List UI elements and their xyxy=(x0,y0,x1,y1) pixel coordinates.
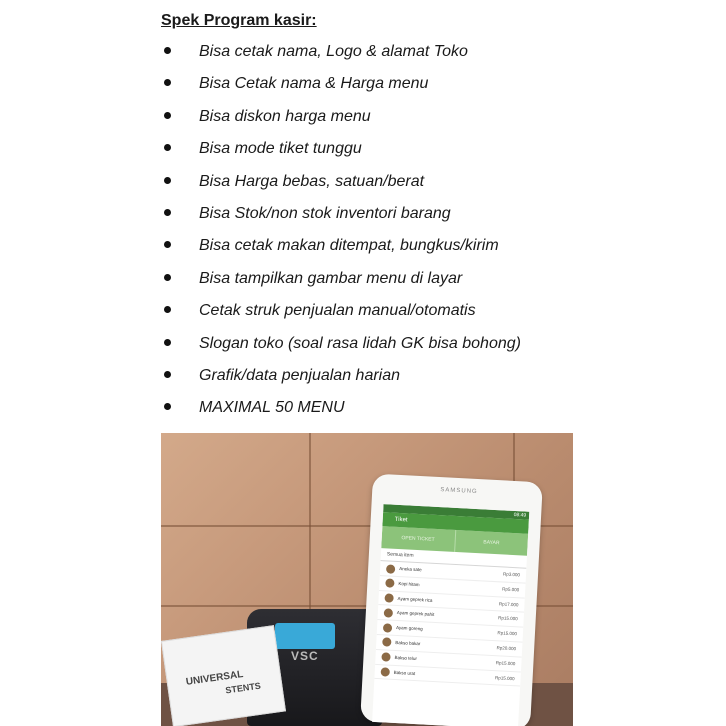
list-item-text: Bisa cetak makan ditempat, bungkus/kirim xyxy=(199,237,499,255)
printer-logo: VSC xyxy=(291,649,319,663)
menu-item-name: Kopi hitam xyxy=(398,580,420,587)
menu-item-price: Rp15.000 xyxy=(498,615,518,622)
box-label: STENTS xyxy=(224,680,262,696)
bullet-icon xyxy=(164,209,171,216)
menu-item-price: Rp20.000 xyxy=(496,645,517,652)
bullet-icon xyxy=(164,371,171,378)
menu-item-name: Ayam goreng xyxy=(395,625,423,632)
app-title: Tiket xyxy=(394,516,408,524)
list-item-text: Bisa diskon harga menu xyxy=(199,107,371,125)
bullet-icon xyxy=(164,79,171,86)
menu-item-price: Rp15.000 xyxy=(494,674,515,681)
tablet xyxy=(360,474,543,726)
tablet-brand: SAMSUNG xyxy=(440,487,478,496)
menu-thumbnail xyxy=(384,593,393,602)
product-photo xyxy=(161,433,573,726)
bullet-icon xyxy=(164,403,171,410)
list-item-text: MAXIMAL 50 MENU xyxy=(199,399,345,417)
menu-thumbnail xyxy=(381,667,390,676)
list-item-text: Grafik/data penjualan harian xyxy=(199,366,401,384)
list-item-text: Bisa cetak nama, Logo & alamat Toko xyxy=(199,43,468,60)
list-item-text: Bisa tampilkan gambar menu di layar xyxy=(199,269,463,287)
list-item-text: Bisa Harga bebas, satuan/berat xyxy=(199,172,425,190)
menu-item-name: Bakso bakar xyxy=(395,639,421,647)
menu-thumbnail xyxy=(383,623,392,632)
list-item-text: Bisa Stok/non stok inventori barang xyxy=(199,204,451,222)
status-bar: 08:49 xyxy=(383,504,529,520)
bullet-icon xyxy=(164,306,171,313)
list-item-text: Slogan toko (soal rasa lidah GK bisa bohong) xyxy=(199,334,521,352)
menu-item-name: Bakso urat xyxy=(393,669,416,676)
bullet-icon xyxy=(164,112,171,119)
list-item-text: Bisa mode tiket tunggu xyxy=(199,140,362,158)
list-item-text: Bisa Cetak nama & Harga menu xyxy=(199,75,429,93)
menu-thumbnail xyxy=(384,608,393,617)
list-item-text: Cetak struk penjualan manual/otomatis xyxy=(199,302,476,320)
menu-item-name: Bakso telur xyxy=(394,654,418,661)
menu-item-price: Rp15.000 xyxy=(497,630,518,637)
menu-thumbnail xyxy=(381,653,390,662)
menu-item-name: Ayam geprek pahit xyxy=(396,610,435,618)
pay-button[interactable]: BAYAR xyxy=(454,530,529,556)
box-label: UNIVERSAL xyxy=(185,668,245,688)
tablet-screen xyxy=(372,504,529,726)
bullet-icon xyxy=(164,177,171,184)
bullet-icon xyxy=(164,274,171,281)
menu-item-name: Aneka sate xyxy=(399,566,422,573)
menu-item-price: Rp3.000 xyxy=(502,571,521,578)
bullet-icon xyxy=(164,47,171,54)
open-ticket-button[interactable]: OPEN TICKET xyxy=(401,535,435,543)
page-title: Spek Program kasir: xyxy=(161,12,317,29)
bullet-icon xyxy=(164,339,171,346)
bullet-icon xyxy=(164,241,171,248)
menu-thumbnail xyxy=(385,579,394,588)
product-box xyxy=(161,625,286,726)
category-dropdown[interactable]: Semua item xyxy=(381,548,527,569)
menu-item-price: Rp5.000 xyxy=(502,586,520,593)
bullet-icon xyxy=(164,144,171,151)
menu-thumbnail xyxy=(382,638,391,647)
printer-window xyxy=(275,623,335,649)
menu-item-price: Rp15.000 xyxy=(495,660,516,667)
menu-item-name: Ayam geprek rica xyxy=(397,595,433,603)
menu-item-price: Rp17.000 xyxy=(498,600,519,607)
menu-thumbnail xyxy=(386,564,395,573)
